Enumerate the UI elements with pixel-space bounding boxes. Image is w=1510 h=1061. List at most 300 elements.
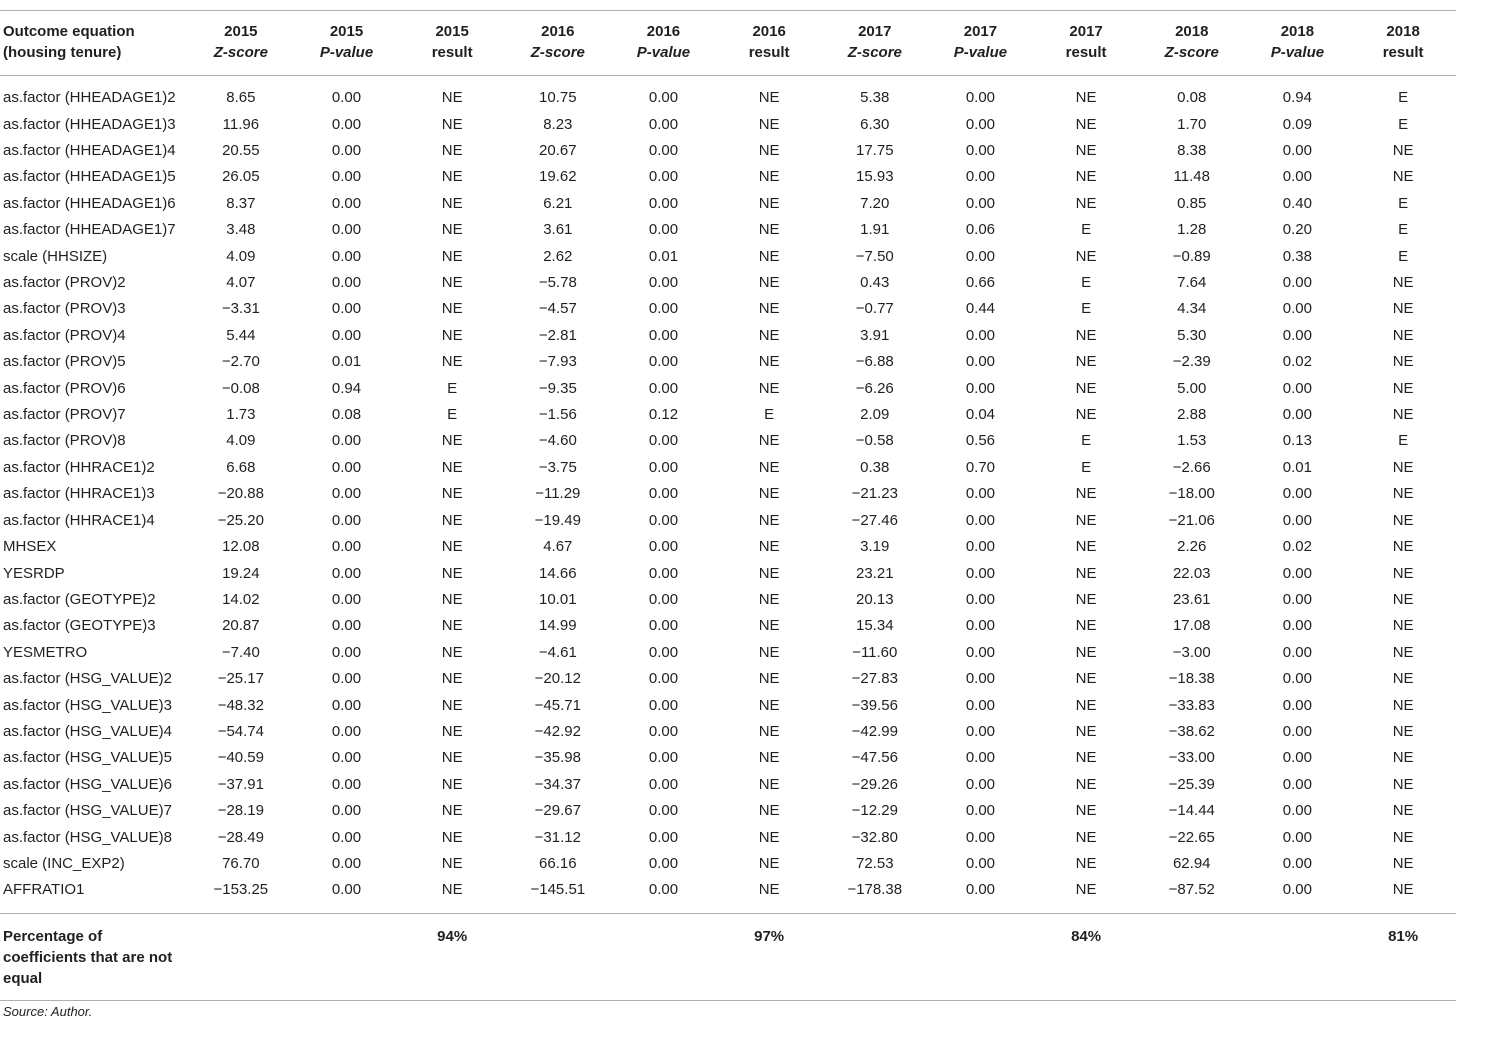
table-cell: NE xyxy=(1075,564,1097,582)
table-cell: −27.83 xyxy=(851,670,898,688)
table-cell: NE xyxy=(1075,722,1097,740)
table-cell: 0.00 xyxy=(331,670,362,688)
summary-cell xyxy=(611,913,717,1000)
table-row xyxy=(0,191,1456,217)
table-cell: 0.00 xyxy=(1282,722,1312,740)
table-cell: 0.00 xyxy=(965,142,996,160)
table-cell: 5.00 xyxy=(1177,379,1207,397)
column-header-year: 2018 xyxy=(1175,23,1209,40)
table-cell: NE xyxy=(758,221,780,239)
table-cell: −1.56 xyxy=(538,406,577,424)
table-cell: −42.99 xyxy=(851,722,898,740)
variable-name: as.factor (PROV)7 xyxy=(3,406,126,424)
variable-name: as.factor (PROV)5 xyxy=(3,353,126,371)
table-cell: 0.00 xyxy=(648,775,679,793)
table-cell: NE xyxy=(1392,696,1414,714)
table-cell: 5.44 xyxy=(226,326,256,344)
column-header-label: result xyxy=(748,44,790,61)
table-cell: 0.85 xyxy=(1177,194,1207,212)
table-cell: NE xyxy=(441,802,463,820)
table-cell: 15.34 xyxy=(856,617,894,635)
table-cell: NE xyxy=(1392,775,1414,793)
table-cell: 0.00 xyxy=(331,247,362,265)
table-cell: 0.00 xyxy=(648,881,679,899)
table-cell: 20.67 xyxy=(539,142,577,160)
summary-cell: 81% xyxy=(1350,913,1456,1000)
table-cell: NE xyxy=(1075,247,1097,265)
table-cell: −3.75 xyxy=(538,458,577,476)
table-cell: −145.51 xyxy=(530,881,586,899)
table-cell: 0.00 xyxy=(331,511,362,529)
table-cell: NE xyxy=(1075,643,1097,661)
variable-name: as.factor (HHEADAGE1)2 xyxy=(3,89,176,107)
table-cell: 0.00 xyxy=(331,194,362,212)
table-cell: −3.31 xyxy=(221,300,260,318)
table-cell: NE xyxy=(441,115,463,133)
table-cell: E xyxy=(1081,274,1092,292)
column-header-label: Z-score xyxy=(847,44,902,61)
header-line: (housing tenure) xyxy=(3,44,122,61)
table-cell: −32.80 xyxy=(851,828,898,846)
table-row xyxy=(0,138,1456,164)
table-cell: NE xyxy=(758,326,780,344)
table-cell: NE xyxy=(758,722,780,740)
table-cell: 0.00 xyxy=(965,326,996,344)
table-cell: 0.00 xyxy=(648,485,679,503)
table-cell: NE xyxy=(1075,828,1097,846)
column-header xyxy=(294,11,400,76)
column-header-year: 2016 xyxy=(752,23,786,40)
table-cell: NE xyxy=(758,749,780,767)
table-cell: NE xyxy=(441,300,463,318)
table-row xyxy=(0,402,1456,428)
table-cell: 2.09 xyxy=(860,406,890,424)
table-cell: −3.00 xyxy=(1172,643,1211,661)
table-row xyxy=(0,455,1456,481)
table-cell: 0.00 xyxy=(1282,617,1312,635)
summary-cell xyxy=(188,913,294,1000)
table-cell: 0.56 xyxy=(965,432,996,450)
table-row xyxy=(0,243,1456,269)
table-cell: 0.00 xyxy=(1282,828,1312,846)
table-cell: 0.00 xyxy=(331,802,362,820)
summary-label-line: coefficients that are not xyxy=(3,948,173,966)
table-cell: −153.25 xyxy=(213,881,269,899)
table-cell: NE xyxy=(758,274,780,292)
variable-name: YESMETRO xyxy=(3,643,88,661)
table-cell: −39.56 xyxy=(851,696,898,714)
table-cell: 0.00 xyxy=(331,115,362,133)
table-cell: 3.61 xyxy=(543,221,573,239)
table-header-row xyxy=(0,11,1456,76)
table-cell: 19.62 xyxy=(539,168,577,186)
column-header-year: 2015 xyxy=(329,23,364,40)
table-cell: −38.62 xyxy=(1168,722,1215,740)
table-cell: 0.00 xyxy=(965,617,996,635)
table-cell: −2.81 xyxy=(538,326,577,344)
table-row xyxy=(0,375,1456,401)
table-cell: NE xyxy=(441,775,463,793)
table-cell: NE xyxy=(758,115,780,133)
table-cell: 0.00 xyxy=(965,353,996,371)
table-cell: 0.00 xyxy=(1282,881,1312,899)
variable-name: as.factor (HHEADAGE1)4 xyxy=(3,142,176,160)
table-row xyxy=(0,692,1456,718)
table-cell: NE xyxy=(758,194,780,212)
table-cell: 0.00 xyxy=(965,696,996,714)
table-row xyxy=(0,719,1456,745)
variable-name: MHSEX xyxy=(3,538,57,556)
table-cell: NE xyxy=(1392,353,1414,371)
table-cell: NE xyxy=(441,643,463,661)
table-cell: −11.60 xyxy=(852,643,898,661)
table-cell: 0.00 xyxy=(648,511,679,529)
table-cell: 0.12 xyxy=(648,406,679,424)
table-cell: NE xyxy=(441,511,463,529)
table-cell: 0.00 xyxy=(648,538,679,556)
table-cell: 0.00 xyxy=(331,300,362,318)
table-cell: NE xyxy=(1392,538,1414,556)
column-header-label: Z-score xyxy=(530,44,585,61)
table-cell: NE xyxy=(1392,300,1414,318)
table-row xyxy=(0,772,1456,798)
table-cell: 12.08 xyxy=(222,538,260,556)
table-cell: NE xyxy=(1392,379,1414,397)
table-cell: 0.00 xyxy=(965,590,996,608)
table-row xyxy=(0,534,1456,560)
table-cell: 0.00 xyxy=(648,168,679,186)
column-header xyxy=(505,11,611,76)
table-cell: 8.23 xyxy=(543,115,573,133)
table-cell: −12.29 xyxy=(851,802,898,820)
table-cell: NE xyxy=(1392,828,1414,846)
table-row xyxy=(0,640,1456,666)
table-cell: 0.00 xyxy=(1282,670,1312,688)
table-cell: 6.21 xyxy=(543,194,573,212)
table-cell: 0.94 xyxy=(331,379,362,397)
table-cell: NE xyxy=(441,881,463,899)
table-cell: −2.70 xyxy=(221,353,260,371)
table-cell: 0.00 xyxy=(331,89,362,107)
table-cell: 0.00 xyxy=(1282,300,1312,318)
table-cell: NE xyxy=(758,617,780,635)
table-cell: 0.01 xyxy=(1282,458,1312,476)
table-cell: −25.39 xyxy=(1168,775,1215,793)
column-header-label: result xyxy=(1065,44,1107,61)
table-cell: 0.02 xyxy=(1282,353,1312,371)
table-cell: NE xyxy=(1392,406,1414,424)
table-cell: NE xyxy=(1075,194,1097,212)
table-cell: 5.38 xyxy=(860,89,890,107)
table-cell: −31.12 xyxy=(534,828,581,846)
table-cell: 0.00 xyxy=(331,326,362,344)
table-cell: 19.24 xyxy=(222,564,260,582)
table-row xyxy=(0,613,1456,639)
summary-cell xyxy=(505,913,611,1000)
table-cell: NE xyxy=(758,353,780,371)
table-cell: NE xyxy=(441,274,463,292)
table-cell: 1.28 xyxy=(1177,221,1207,239)
variable-name: AFFRATIO1 xyxy=(3,881,85,899)
table-row xyxy=(0,798,1456,824)
table-cell: NE xyxy=(1075,590,1097,608)
table-cell: 0.00 xyxy=(648,670,679,688)
variable-name: scale (INC_EXP2) xyxy=(3,854,125,872)
table-cell: E xyxy=(447,406,458,424)
table-cell: 0.00 xyxy=(965,247,996,265)
table-cell: NE xyxy=(1075,538,1097,556)
table-cell: 20.13 xyxy=(856,590,894,608)
table-cell: −29.67 xyxy=(534,802,581,820)
table-cell: 2.88 xyxy=(1177,406,1207,424)
table-cell: NE xyxy=(758,564,780,582)
table-cell: 0.00 xyxy=(965,115,996,133)
summary-row xyxy=(0,913,1456,1000)
table-cell: −4.60 xyxy=(538,432,577,450)
table-cell: 0.00 xyxy=(965,511,996,529)
header-line: Outcome equation xyxy=(3,23,135,40)
table-cell: 4.09 xyxy=(226,432,256,450)
table-cell: 0.94 xyxy=(1282,89,1312,107)
table-cell: E xyxy=(1398,247,1409,265)
table-cell: NE xyxy=(441,854,463,872)
table-cell: NE xyxy=(758,485,780,503)
table-cell: 20.55 xyxy=(222,142,260,160)
variable-name: as.factor (PROV)3 xyxy=(3,300,126,318)
table-cell: −25.17 xyxy=(217,670,264,688)
table-cell: NE xyxy=(758,432,780,450)
table-cell: E xyxy=(1398,221,1409,239)
table-cell: E xyxy=(1398,432,1409,450)
table-cell: −178.38 xyxy=(847,881,903,899)
column-header-year: 2015 xyxy=(224,23,258,40)
table-cell: NE xyxy=(441,485,463,503)
table-cell: NE xyxy=(441,458,463,476)
summary-cell: 84% xyxy=(1033,913,1139,1000)
table-cell: 26.05 xyxy=(222,168,260,186)
summary-label-line: Percentage of xyxy=(3,927,103,945)
table-cell: −2.39 xyxy=(1172,353,1211,371)
column-header xyxy=(399,11,505,76)
table-cell: 0.00 xyxy=(965,379,996,397)
table-cell: 23.21 xyxy=(856,564,894,582)
table-cell: NE xyxy=(1392,564,1414,582)
column-header-label: Z-score xyxy=(1164,44,1219,61)
column-header xyxy=(1245,11,1351,76)
table-cell: 14.02 xyxy=(222,590,260,608)
table-cell: 7.20 xyxy=(860,194,890,212)
table-cell: −45.71 xyxy=(534,696,581,714)
table-cell: NE xyxy=(441,221,463,239)
table-cell: 0.66 xyxy=(965,274,996,292)
column-header-label: P-value xyxy=(1270,44,1325,61)
table-cell: 0.00 xyxy=(1282,168,1312,186)
table-cell: 20.87 xyxy=(222,617,260,635)
summary-label xyxy=(0,913,188,1000)
table-cell: 0.40 xyxy=(1282,194,1312,212)
table-cell: 0.00 xyxy=(331,590,362,608)
table-cell: −0.77 xyxy=(855,300,894,318)
table-cell: 3.48 xyxy=(226,221,256,239)
table-cell: −18.38 xyxy=(1168,670,1215,688)
table-cell: NE xyxy=(441,749,463,767)
table-cell: 0.00 xyxy=(648,353,679,371)
table-cell: 0.00 xyxy=(331,617,362,635)
table-cell: 0.00 xyxy=(648,802,679,820)
table-cell: NE xyxy=(1392,749,1414,767)
results-table xyxy=(0,10,1456,1001)
table-cell: NE xyxy=(441,142,463,160)
variable-name: as.factor (PROV)4 xyxy=(3,326,126,344)
summary-cell xyxy=(928,913,1034,1000)
table-row xyxy=(0,217,1456,243)
table-cell: NE xyxy=(1075,353,1097,371)
table-cell: −34.37 xyxy=(534,775,581,793)
table-cell: NE xyxy=(758,142,780,160)
table-cell: NE xyxy=(758,379,780,397)
table-cell: NE xyxy=(758,168,780,186)
table-cell: E xyxy=(1081,300,1092,318)
table-cell: 0.00 xyxy=(648,221,679,239)
table-cell: NE xyxy=(1075,749,1097,767)
table-cell: NE xyxy=(1075,485,1097,503)
table-cell: 0.00 xyxy=(965,564,996,582)
table-cell: 0.01 xyxy=(331,353,362,371)
table-cell: 72.53 xyxy=(856,854,894,872)
table-cell: NE xyxy=(441,326,463,344)
table-cell: E xyxy=(1081,432,1092,450)
table-cell: NE xyxy=(441,194,463,212)
column-header-year: 2017 xyxy=(1069,23,1103,40)
table-cell: 0.00 xyxy=(648,590,679,608)
table-cell: 0.00 xyxy=(965,722,996,740)
table-cell: 4.34 xyxy=(1177,300,1207,318)
table-cell: 0.00 xyxy=(965,670,996,688)
table-cell: 2.26 xyxy=(1177,538,1207,556)
table-cell: −21.06 xyxy=(1168,511,1215,529)
column-header-label: P-value xyxy=(319,44,374,61)
table-cell: 0.00 xyxy=(648,300,679,318)
variable-name: as.factor (HHRACE1)3 xyxy=(3,485,155,503)
column-header-label: P-value xyxy=(953,44,1008,61)
table-cell: NE xyxy=(758,458,780,476)
table-cell: 0.00 xyxy=(331,854,362,872)
table-row xyxy=(0,587,1456,613)
table-cell: NE xyxy=(758,854,780,872)
table-cell: 0.00 xyxy=(1282,696,1312,714)
table-cell: 76.70 xyxy=(222,854,260,872)
table-cell: −28.49 xyxy=(217,828,264,846)
table-cell: E xyxy=(1398,194,1409,212)
table-cell: NE xyxy=(758,538,780,556)
table-cell: NE xyxy=(1075,379,1097,397)
column-header xyxy=(611,11,717,76)
table-cell: 0.00 xyxy=(331,485,362,503)
table-cell: 0.00 xyxy=(648,89,679,107)
summary-cell: 94% xyxy=(399,913,505,1000)
column-header xyxy=(822,11,928,76)
table-cell: NE xyxy=(441,247,463,265)
table-cell: 0.08 xyxy=(1177,89,1207,107)
table-cell: 1.70 xyxy=(1177,115,1207,133)
variable-name: as.factor (HHEADAGE1)7 xyxy=(3,221,176,239)
table-row xyxy=(0,877,1456,913)
table-cell: −87.52 xyxy=(1168,881,1215,899)
table-cell: 8.37 xyxy=(226,194,256,212)
table-cell: NE xyxy=(1075,696,1097,714)
table-cell: NE xyxy=(758,247,780,265)
table-cell: 0.00 xyxy=(965,881,996,899)
summary-cell xyxy=(1245,913,1351,1000)
table-cell: 0.00 xyxy=(1282,274,1312,292)
table-cell: 0.00 xyxy=(648,696,679,714)
table-cell: 0.00 xyxy=(965,643,996,661)
table-cell: NE xyxy=(1075,406,1097,424)
table-cell: 0.00 xyxy=(648,432,679,450)
table-cell: NE xyxy=(1392,142,1414,160)
table-cell: 0.00 xyxy=(648,379,679,397)
table-cell: NE xyxy=(1075,670,1097,688)
table-cell: 0.00 xyxy=(331,432,362,450)
variable-name: as.factor (PROV)8 xyxy=(3,432,126,450)
table-cell: 0.00 xyxy=(331,749,362,767)
variable-name: as.factor (HSG_VALUE)2 xyxy=(3,670,172,688)
table-cell: 0.00 xyxy=(331,221,362,239)
table-row xyxy=(0,270,1456,296)
table-cell: 14.66 xyxy=(539,564,577,582)
table-cell: −21.23 xyxy=(851,485,898,503)
table-cell: 11.48 xyxy=(1173,168,1210,186)
summary-cell xyxy=(1139,913,1245,1000)
table-cell: −37.91 xyxy=(217,775,264,793)
table-cell: −7.50 xyxy=(855,247,894,265)
table-cell: 22.03 xyxy=(1172,564,1211,582)
table-cell: 0.00 xyxy=(965,775,996,793)
summary-cell xyxy=(294,913,400,1000)
table-cell: NE xyxy=(1075,775,1097,793)
variable-name: as.factor (HHRACE1)4 xyxy=(3,511,155,529)
table-cell: −40.59 xyxy=(217,749,264,767)
table-cell: 23.61 xyxy=(1172,590,1211,608)
table-cell: 0.00 xyxy=(1282,326,1312,344)
table-cell: NE xyxy=(1075,802,1097,820)
table-cell: NE xyxy=(758,802,780,820)
table-cell: NE xyxy=(1392,670,1414,688)
table-row xyxy=(0,164,1456,190)
table-row xyxy=(0,560,1456,586)
table-cell: 0.00 xyxy=(965,854,996,872)
table-cell: −25.20 xyxy=(217,511,264,529)
table-cell: 8.65 xyxy=(226,89,256,107)
table-cell: 4.07 xyxy=(226,274,256,292)
column-header-year: 2016 xyxy=(541,23,575,40)
table-cell: −48.32 xyxy=(217,696,264,714)
variable-name: YESRDP xyxy=(3,564,65,582)
table-cell: NE xyxy=(1075,168,1097,186)
table-footer xyxy=(0,913,1456,1000)
table-cell: 0.00 xyxy=(331,142,362,160)
table-cell: E xyxy=(764,406,775,424)
table-row xyxy=(0,666,1456,692)
table-cell: 0.00 xyxy=(331,881,362,899)
table-row xyxy=(0,508,1456,534)
variable-name: as.factor (HSG_VALUE)8 xyxy=(3,828,172,846)
table-cell: 0.00 xyxy=(1282,643,1312,661)
table-cell: 0.00 xyxy=(965,828,996,846)
variable-name: as.factor (HHEADAGE1)3 xyxy=(3,115,176,133)
variable-name: as.factor (HSG_VALUE)6 xyxy=(3,775,172,793)
table-cell: 0.00 xyxy=(1282,590,1312,608)
